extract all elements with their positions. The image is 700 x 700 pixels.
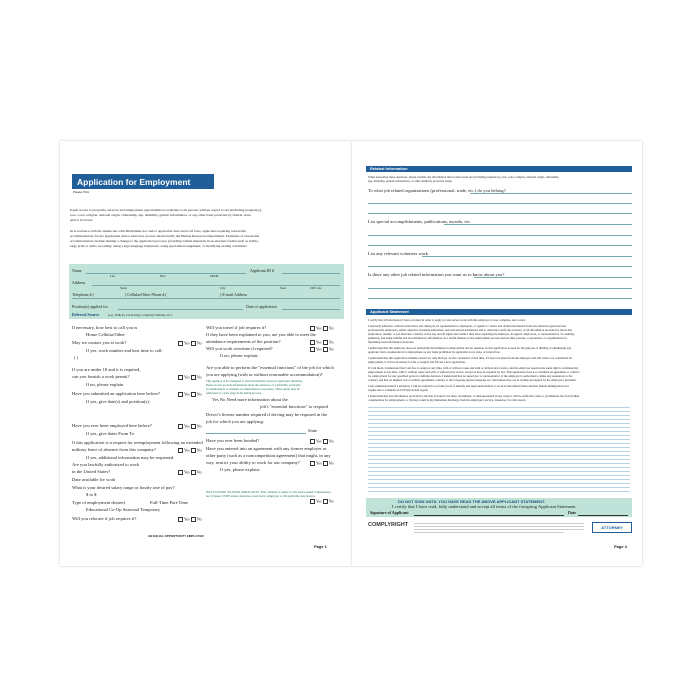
date-of-application-field[interactable] <box>282 309 340 310</box>
referral-hint: (e.g., Walk-In, Job Posting, Company's Website, etc.) <box>108 313 172 317</box>
cellular-label: ) Cellular/Other Phone # ( <box>125 292 167 297</box>
checkbox-yes-no[interactable]: Yes No <box>178 341 202 346</box>
application-title: Application for Employment <box>77 177 191 187</box>
referral-label: Referral Source <box>72 312 100 317</box>
telephone-label: Telephone # ( <box>72 292 94 297</box>
position-label: Position(s) applied for <box>72 304 108 309</box>
checkbox-yes-no[interactable]: Yes No <box>178 375 202 380</box>
date-of-application-label: Date of application <box>246 304 277 309</box>
answer-line[interactable] <box>368 213 632 214</box>
date-label: Date <box>568 510 576 515</box>
signature-field[interactable] <box>414 515 564 516</box>
question-accomplishments: List special accomplishments, publications, awards, etc. <box>368 219 471 224</box>
position-field[interactable] <box>118 309 243 310</box>
drivers-license-field[interactable] <box>206 433 306 434</box>
equal-opportunity-footer: AN EQUAL OPPORTUNITY EMPLOYER <box>148 534 204 538</box>
applicant-id-field[interactable] <box>282 273 340 274</box>
answer-line[interactable] <box>368 235 632 236</box>
certify-text: I certify that I have read, fully understand and accept all terms of the foregoing Applicant Statement. <box>392 504 577 509</box>
question-organizations: To what job related organizations (professional, trade, etc.) do you belong? <box>368 188 506 193</box>
checkbox-yes-no[interactable]: Yes No <box>178 424 202 429</box>
checkbox-yes-no[interactable]: Yes No <box>178 470 202 475</box>
question-volunteer: List any relevant volunteer work. <box>368 251 430 256</box>
answer-line[interactable] <box>474 277 632 278</box>
address-field[interactable] <box>92 285 340 286</box>
page-4: Related Information When answering these questions, please exclude any information that would reveal sex (including pregnancy), race, color, religion, national origin, citizenship, age, disability, genetic information, or other similarly protected status. To what job related organizations (professional, trade, etc.) do you belong? List special accomplishments, publications, awards, etc. List any relevant volunteer work. Is there any other job related information you want us to know about you? Applicant Statement I certify that all information I have provided in order to apply for and secure work with this employer is true, complete, and correct. I expressly authorize, without reservation, the employer, its representatives, employees, or agents to contact and obtain information from all references (personal and professional), employers, public agencies, licensing authorities, and educational institutions and to otherwise verify the accuracy of all information provided by me in this application, resume, or job interview. I hereby waive any and all rights and claims I may have regarding the employer, its agents, employees, or representatives, for seeking, gathering, and using truthful and non-defamatory information, in a lawful manner, in the employment process and all other persons, corporations, or organizations for furnishing such information about me. I understand that this employer does not unlawfully discriminate in employment and no question on this application is used for the purpose of limiting or eliminating any applicant from consideration for employment on any basis prohibited by applicable local, state, or federal law. I understand that this application remains current for only 60 days. At the conclusion of that time, if I have not heard from the employer and still wish to be considered for employment, it will be necessary for me to reapply and fill out a new application. If I am hired, I understand that I am free to resign at any time, with or without cause and with or without prior notice, and the employer reserves the same right to terminate my employment at any time, with or without cause and with or without prior notice, except as may be required by law. This application does not constitute an agreement or contract for employment for any specified period or definite duration. I understand that no supervisor or representative of the employer is authorized to make any assurances to the contrary and that no implied oral or written agreements contrary to the foregoing express language are valid unless they are in writing and signed by the employer's president. I also understand that if I am hired, I will be required to provide proof of identity and legal authorization to work in the United States and that federal immigration laws require me to complete an I-9 Form in this regard. I understand that any information provided by me that is found to be false, incomplete, or misrepresented in any respect, will be sufficient cause to (i) eliminate me from further consideration for employment, or (ii) may result in my immediate discharge from the employer's service, whenever it is discovered. DO NOT SIGN UNTIL YOU HAVE READ THE ABOVE APPLICANT STATEMENT. I certify that I have read, fully understand and accept all terms of the foregoing Applicant Statement. Signature of Applicant Date COMPLYRIGHT ATTORNEY Page 4 <box>352 141 642 566</box>
page-number: Page 1 <box>314 544 327 549</box>
name-label: Name <box>72 268 82 273</box>
answer-line[interactable] <box>368 298 632 299</box>
answer-line[interactable] <box>368 245 632 246</box>
phone-email-field[interactable] <box>72 298 340 299</box>
checkbox-yes-no[interactable]: Yes No <box>310 499 334 504</box>
email-label: ) E-mail Address <box>220 292 248 297</box>
please-print: Please Print <box>73 190 90 194</box>
signature-label: Signature of Applicant <box>370 510 409 515</box>
page-number: Page 4 <box>614 544 627 549</box>
answer-line[interactable] <box>368 288 632 289</box>
checkbox-yes-no[interactable]: Yes No <box>310 347 334 352</box>
checkbox-yes-no[interactable]: Yes No <box>178 448 202 453</box>
answer-line[interactable] <box>444 224 632 225</box>
date-field[interactable] <box>578 515 628 516</box>
related-information-title: Related Information <box>370 166 408 171</box>
checkbox-yes-no[interactable]: Yes No <box>178 392 202 397</box>
question-other-info: Is there any other job related information you want us to know about you? <box>368 272 505 277</box>
answer-line[interactable] <box>368 203 632 204</box>
attorney-approved-badge: ATTORNEY <box>592 522 632 533</box>
answer-line[interactable] <box>470 193 632 194</box>
do-not-sign-warning: DO NOT SIGN UNTIL YOU HAVE READ THE ABOVE APPLICANT STATEMENT. <box>398 499 546 504</box>
address-label: Address <box>72 280 86 285</box>
checkbox-yes-no[interactable]: Yes No <box>310 439 334 444</box>
answer-line[interactable] <box>368 266 632 267</box>
page-1: Application for Employment Please Print Equal access to programs, services and employment opportunities is available to all persons without regard to sex (including pregnancy), race, color, religion, national origin, citizenship, age, disability, genetic information, or any other basis protected by federal, state, and/or local law. In accordance with the Americans with Disabilities Act and/or applicable state and local laws, applicants requiring reasonable accommodations for the application and/or interview process should notify the Human Resources Department. Examples of reasonable accommodations include making a change to the application process; providing written materials in an alternate format such as braille, large print or audio recording; using a sign language interpreter; using specialized equipment; or modifying seating conditions. Name Applicant ID # Last First Middle Address Street City State ZIP Code Telephone # ( ) Cellular/Other Phone # ( ) E-mail Address Position(s) applied for Date of application Referral Source (e.g., Walk-In, Job Posting, Company's Website, etc.) If necessary, how best to call you is Home Cellular/Other May we contact you at work? If yes, work number and best time to call: ( ) If you are under 18 and it is required, can you furnish a work permit? If no, please explain Have you submitted an application here before? If yes, give date(s) and position(s): Have you ever been employed here before? If yes, give dates From To If this application is a request for reemployment following an extended military leave of absence from this company? If yes, additional information may be requested. Are you lawfully authorized to work in the United States? Date available for work What is your desired salary range or hourly rate of pay? $ to $ Type of employment desired Full-Time Part-Time Educational Co-Op Seasonal Temporary Will you relocate if job requires it? Yes No Yes No Yes No Yes No Yes No Yes No Yes No Will you travel if job requires it? If they have been explained to you, are you able to meet the attendance requirements of the position? Will you work overtime if required? If no, please explain: Are you able to perform the "essential functions" of the job for which you are applying (with or without reasonable accommodation)? This question is not designed to elicit information about an applicant's disability. Please do not provide information about the existence of a disability, particular accommodation or whether accommodation is necessary. These issues may be addressed at a later stage in the hiring process. Yes No Need more information about the job's "essential functions" to respond Driver's license number required if driving may be required in the job for which you are applying: State Have you ever been bonded? Have you entered into an agreement with any former employer or other party (such as a noncompetition agreement) that might, in any way, restrict your ability to work for our company? If yes, please explain: NOT TO STATE 'ILLINOIS APPLICANTS: This company is subject to the state's sealed compensation law (Chapter 35 BE unless otherwise noted below (employer to fill applicable description). Yes No Yes No Yes No Yes No Yes No Yes No AN EQUAL OPPORTUNITY EMPLOYER Page 1 <box>60 141 352 566</box>
checkbox-yes-no[interactable]: Yes No <box>178 517 202 522</box>
applicant-id-label: Applicant ID # <box>250 268 274 273</box>
applicant-statement-title: Applicant Statement <box>370 309 409 314</box>
checkbox-yes-no[interactable]: Yes No <box>310 461 334 466</box>
checkbox-yes-no[interactable]: Yes No <box>310 326 334 331</box>
answer-line[interactable] <box>422 256 632 257</box>
complyright-logo: COMPLYRIGHT <box>368 522 409 528</box>
checkbox-yes-no[interactable]: Yes No <box>310 340 334 345</box>
